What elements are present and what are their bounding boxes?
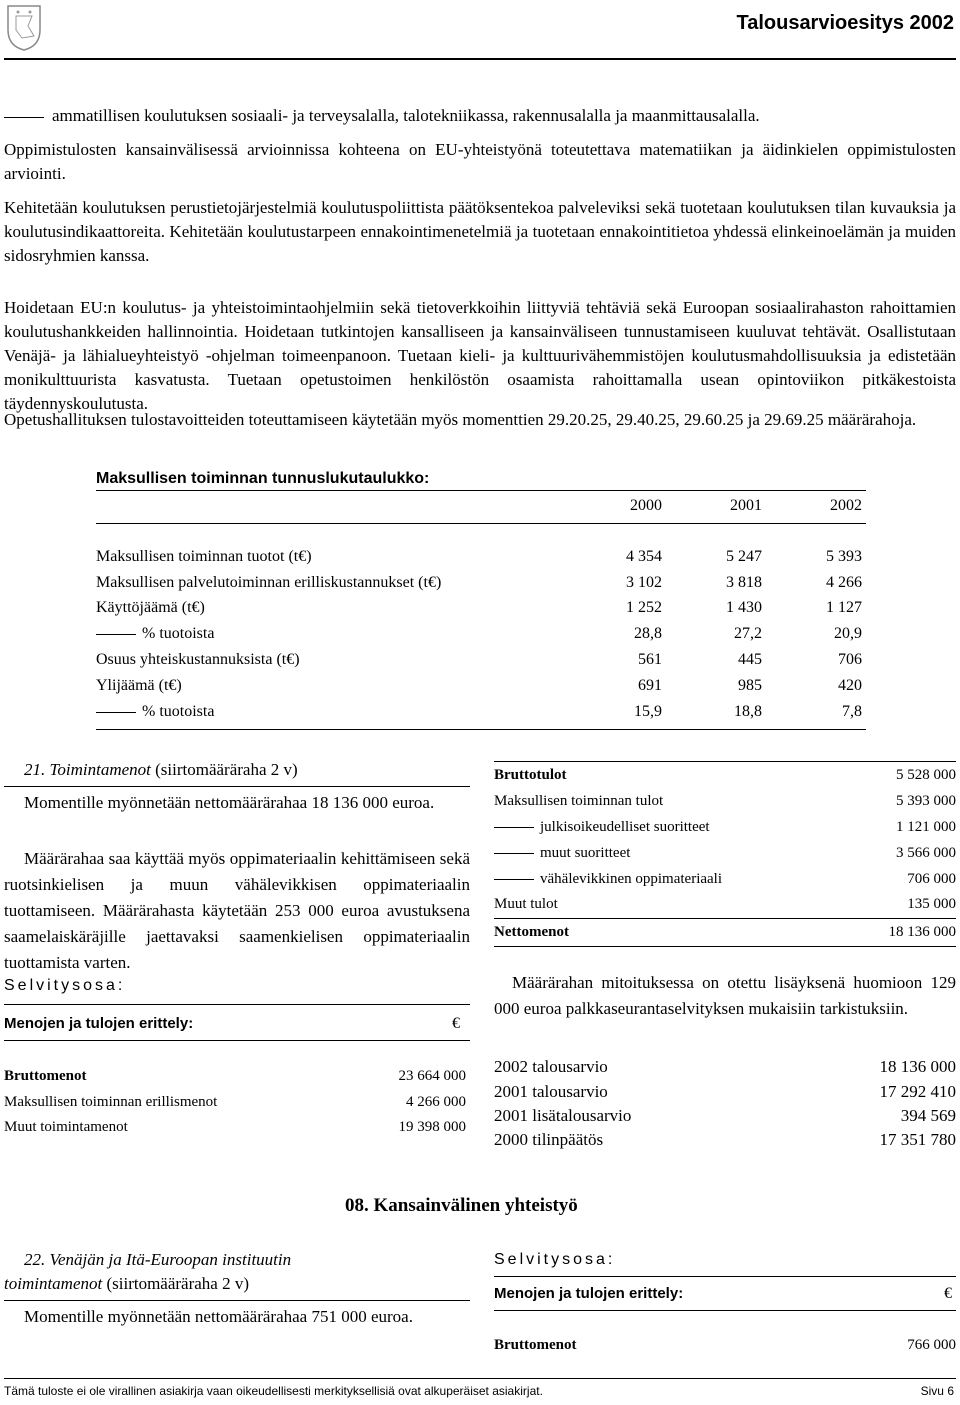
paragraph-4: Hoidetaan EU:n koulutus- ja yhteistoimintaohjelmiin sekä tietoverkkoihin liittyviä tehtäviä sekä Euroopan sosiaalirahaston rahoittamien koulutushankkeiden hallinnointia. Hoidetaan tutkintojen kansalliseen ja kansainväliseen tunnustamiseen kuuluvat tehtävät. Osallistutaan Venäjä- ja lähialueyhteistyö -ohjelman toimeenpanoon. Tuetaan kieli- ja kulttuurivähemmistöjen koulutusmahdollisuuksia ja edistetään monikulttuurista kasvatusta. Tuetaan opetustoimen henkilöstön osaamista rahoittamalla usean opintoviikon pitkäkestoista täydennyskoulutusta.	[4, 298, 956, 413]
cell: 1 252	[626, 599, 662, 616]
cell: 18,8	[734, 703, 762, 720]
cell: 1 127	[826, 599, 862, 616]
cell: 3 102	[626, 574, 662, 591]
item-22-heading-line2: toimintamenot (siirtomääräraha 2 v)	[4, 1274, 250, 1293]
table-row	[96, 574, 866, 598]
currency-symbol-22: €	[944, 1285, 952, 1302]
cell: 706	[838, 651, 862, 668]
item-21-note: Määrärahan mitoituksessa on otettu lisäyksenä huomioon 129 000 euroa palkkaseurantaselvityksen mukaisiin tarkistuksiin.	[494, 973, 956, 1018]
table-title: Maksullisen toiminnan tunnuslukutaulukko:	[96, 470, 430, 487]
selvitysosa-label-22: Selvitysosa:	[494, 1251, 616, 1268]
row-label: Osuus yhteiskustannuksista (t€)	[96, 651, 300, 668]
item-21-paragraph-2: Määrärahaa saa käyttää myös oppimateriaalin kehittämiseen sekä ruotsinkielisen ja muun vähälevikkisen oppimateriaalin tuottamiseen. Määrärahasta käytetään 253 000 euroa avustuksena saamelaiskäräjille jaettavaksi saamenkielisen oppimateriaalin tuottamista varten.	[4, 849, 470, 972]
cell: 7,8	[842, 703, 862, 720]
row-label: Käyttöjäämä (t€)	[96, 599, 205, 616]
breakdown-22-header-rule	[494, 1310, 956, 1311]
cell: 1 430	[726, 599, 762, 616]
table-header-divider	[96, 523, 866, 524]
income-row: julkisoikeudelliset suoritteet 1 121 000	[494, 819, 956, 843]
selvitysosa-label: Selvitysosa:	[4, 977, 126, 994]
item-21-heading: 21. Toimintamenot (siirtomääräraha 2 v)	[24, 760, 298, 779]
breakdown-title: Menojen ja tulojen erittely:	[4, 1015, 194, 1032]
income-row: muut suoritteet 3 566 000	[494, 845, 956, 869]
cell: 4 266	[826, 574, 862, 591]
cell: 445	[738, 651, 762, 668]
row-label: Ylijäämä (t€)	[96, 677, 182, 694]
cell: 5 247	[726, 548, 762, 565]
cell: 15,9	[634, 703, 662, 720]
expense-row: Bruttomenot 23 664 000	[4, 1068, 466, 1084]
footer-divider	[4, 1378, 956, 1379]
coat-of-arms-logo	[4, 2, 44, 52]
cell: 691	[638, 677, 662, 694]
cell: 20,9	[834, 625, 862, 642]
dash-bullet	[96, 712, 136, 713]
budget-row: 2001 lisätalousarvio 394 569	[494, 1106, 956, 1125]
dash-bullet	[494, 853, 534, 854]
footer-note: Tämä tuloste ei ole virallinen asiakirja vaan oikeudellisesti merkityksellisiä ovat alkuperäiset asiakirjat.	[4, 1384, 543, 1398]
table-row	[96, 548, 866, 572]
budget-row: 2000 tilinpäätös 17 351 780	[494, 1130, 956, 1149]
dash-bullet	[4, 117, 44, 118]
item-21-paragraph-1: Momentille myönnetään nettomäärärahaa 18 136 000 euroa.	[24, 793, 435, 812]
dash-bullet	[494, 879, 534, 880]
year-2001: 2001	[730, 497, 762, 514]
paragraph-2: Oppimistulosten kansainvälisessä arvioinnissa kohteena on EU-yhteistyönä toteutettava matematiikan ja äidinkielen oppimistulosten arviointi.	[4, 140, 956, 183]
budget-row: 2001 talousarvio 17 292 410	[494, 1082, 956, 1101]
income-bottom-rule	[494, 946, 956, 947]
cell: 3 818	[726, 574, 762, 591]
page-number: Sivu 6	[920, 1384, 954, 1398]
breakdown-22-top-rule	[494, 1276, 956, 1277]
expense-row-22: Bruttomenot 766 000	[494, 1337, 956, 1353]
table-row	[96, 677, 866, 701]
dash-bullet	[96, 634, 136, 635]
year-2002: 2002	[830, 497, 862, 514]
table-bottom-divider	[96, 729, 866, 730]
income-divider	[494, 918, 956, 919]
row-label: Maksullisen toiminnan tuotot (t€)	[96, 548, 312, 565]
income-row: Maksullisen toiminnan tulot 5 393 000	[494, 793, 956, 809]
item-21-divider	[4, 786, 470, 787]
budget-row: 2002 talousarvio 18 136 000	[494, 1057, 956, 1076]
section-08-heading: 08. Kansainvälinen yhteistyö	[345, 1195, 578, 1216]
item-22-heading: 22. Venäjän ja Itä-Euroopan instituutin	[24, 1250, 292, 1269]
table-title-underline	[96, 490, 866, 491]
currency-symbol: €	[452, 1015, 460, 1032]
paragraph-1: ammatillisen koulutuksen sosiaali- ja terveysalalla, talotekniikassa, rakennusalalla ja maanmittausalalla.	[4, 104, 956, 128]
cell: 27,2	[734, 625, 762, 642]
table-row	[96, 703, 866, 727]
item-22-divider	[4, 1300, 470, 1301]
table-row	[96, 625, 866, 649]
year-2000: 2000	[630, 497, 662, 514]
document-title: Talousarvioesitys 2002	[736, 12, 954, 34]
row-label: Maksullisen palvelutoiminnan erilliskustannukset (t€)	[96, 574, 442, 591]
cell: 28,8	[634, 625, 662, 642]
cell: 4 354	[626, 548, 662, 565]
income-row: vähälevikkinen oppimateriaali 706 000	[494, 871, 956, 895]
cell: 561	[638, 651, 662, 668]
table-row	[96, 651, 866, 675]
breakdown-22-title: Menojen ja tulojen erittely:	[494, 1285, 684, 1302]
row-label: % tuotoista	[96, 703, 214, 721]
cell: 985	[738, 677, 762, 694]
breakdown-header-rule	[4, 1040, 470, 1041]
income-row-net: Nettomenot 18 136 000	[494, 924, 956, 940]
expense-row: Maksullisen toiminnan erillismenot 4 266 000	[4, 1094, 466, 1110]
table-header-row	[96, 497, 866, 521]
cell: 5 393	[826, 548, 862, 565]
dash-bullet	[494, 827, 534, 828]
income-top-rule	[494, 761, 956, 762]
item-22-paragraph-1: Momentille myönnetään nettomäärärahaa 751 000 euroa.	[24, 1307, 413, 1326]
cell: 420	[838, 677, 862, 694]
paragraph-5: Opetushallituksen tulostavoitteiden toteuttamiseen käytetään myös momenttien 29.20.25, 29.40.25, 29.60.25 ja 29.69.25 määrärahoja.	[4, 410, 917, 429]
income-row: Muut tulot 135 000	[494, 896, 956, 912]
paragraph-3: Kehitetään koulutuksen perustietojärjestelmiä koulutuspoliittista päätöksentekoa palveleviksi sekä tuotetaan koulutuksen tilan kuvauksia ja koulutusindikaattoreita. Kehitetään koulutustarpeen ennakointimenetelmiä ja tuotetaan ennakointitietoa yhdessä elinkeinoelämän ja muiden sidosryhmien kanssa.	[4, 198, 956, 265]
table-row	[96, 599, 866, 623]
income-row: Bruttotulot 5 528 000	[494, 767, 956, 783]
breakdown-top-rule	[4, 1004, 470, 1005]
expense-row: Muut toimintamenot 19 398 000	[4, 1119, 466, 1135]
row-label: % tuotoista	[96, 625, 214, 643]
header-divider	[4, 58, 956, 60]
